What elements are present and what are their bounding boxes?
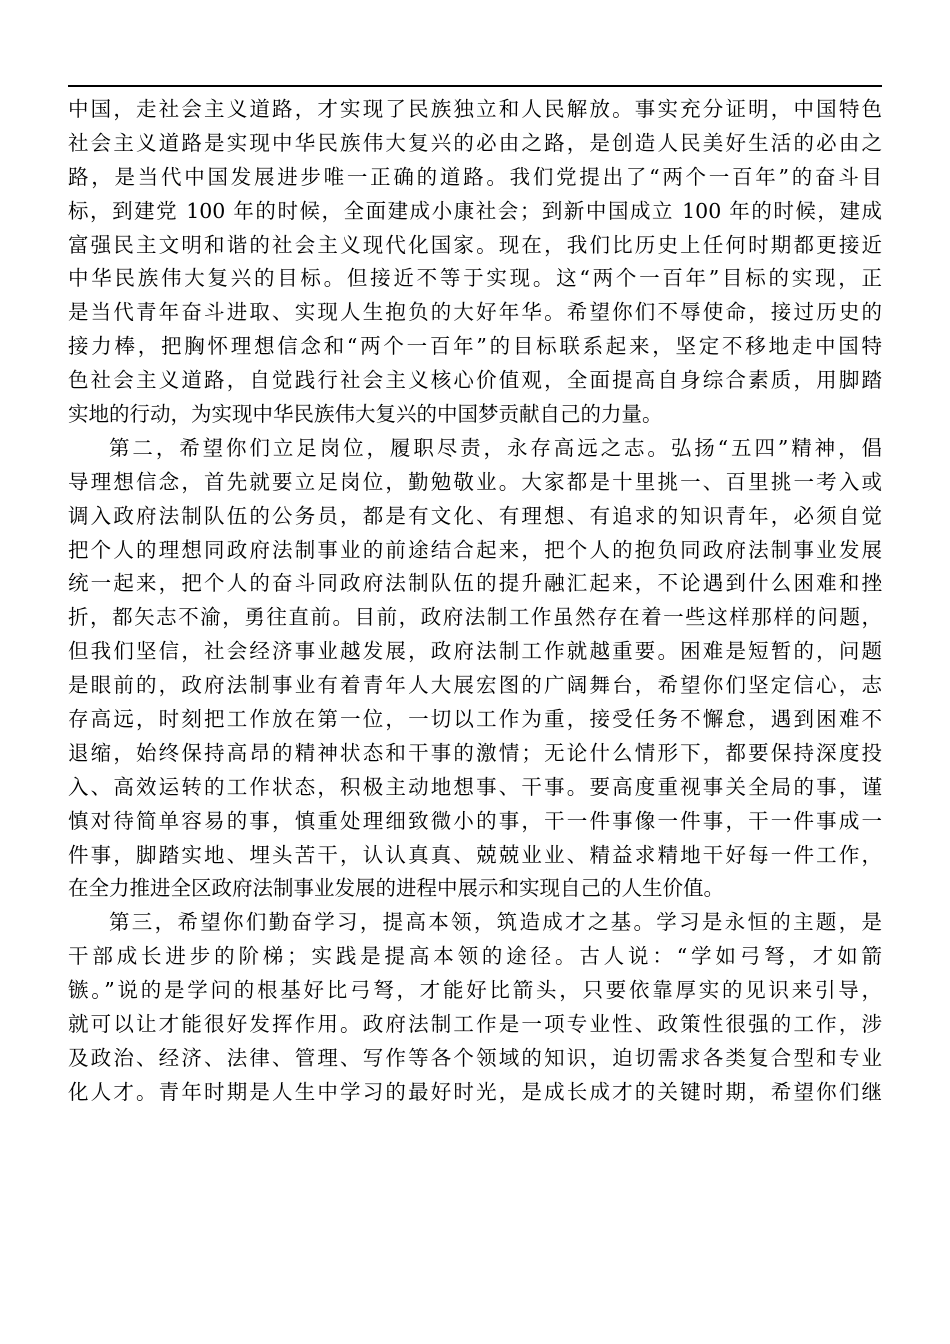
- text-line: 统一起来，把个人的奋斗同政府法制队伍的提升融汇起来，不论遇到什么困难和挫: [68, 571, 882, 596]
- document-body: [68, 93, 882, 1110]
- text-line: 接力棒，把胸怀理想信念和“两个一百年”的目标联系起来，坚定不移地走中国特: [68, 334, 882, 359]
- text-line: 镞。”说的是学问的根基好比弓弩，才能好比箭头，只要依靠厚实的见识来引导，: [68, 978, 882, 1003]
- text-line: 是当代青年奋斗进取、实现人生抱负的大好年华。希望你们不辱使命，接过历史的: [68, 300, 882, 325]
- text-line: 但我们坚信，社会经济事业越发展，政府法制工作就越重要。困难是短暂的，问题: [68, 639, 882, 664]
- text-line: 实地的行动，为实现中华民族伟大复兴的中国梦贡献自己的力量。: [68, 402, 663, 427]
- text-line: 入、高效运转的工作状态，积极主动地想事、干事。要高度重视事关全局的事，谨: [68, 774, 882, 799]
- text-line: 调入政府法制队伍的公务员，都是有文化、有理想、有追求的知识青年，必须自觉: [68, 503, 882, 528]
- text-line: 就可以让才能很好发挥作用。政府法制工作是一项专业性、政策性很强的工作，涉: [68, 1012, 882, 1037]
- text-line: 导理想信念，首先就要立足岗位，勤勉敬业。大家都是十里挑一、百里挑一考入或: [68, 469, 882, 494]
- text-line: 干部成长进步的阶梯；实践是提高本领的途径。古人说：“学如弓弩，才如箭: [68, 944, 882, 969]
- text-line: 标，到建党 100 年的时候，全面建成小康社会；到新中国成立 100 年的时候，建成: [68, 198, 882, 223]
- text-line: 及政治、经济、法律、管理、写作等各个领域的知识，迫切需求各类复合型和专业: [68, 1045, 882, 1070]
- text-line: 折，都矢志不渝，勇往直前。目前，政府法制工作虽然存在着一些这样那样的问题，: [68, 605, 882, 630]
- text-line: 富强民主文明和谐的社会主义现代化国家。现在，我们比历史上任何时期都更接近: [68, 232, 882, 257]
- paragraph: [68, 906, 882, 1109]
- paragraph: [68, 432, 882, 906]
- paragraph: [68, 93, 882, 432]
- text-line: 第二，希望你们立足岗位，履职尽责，永存高远之志。弘扬“五四”精神，倡: [109, 435, 882, 460]
- text-line: 化人才。青年时期是人生中学习的最好时光，是成长成才的关键时期，希望你们继: [68, 1079, 882, 1104]
- text-line: 社会主义道路是实现中华民族伟大复兴的必由之路，是创造人民美好生活的必由之: [68, 130, 882, 155]
- text-line: 中华民族伟大复兴的目标。但接近不等于实现。这“两个一百年”目标的实现，正: [68, 266, 882, 291]
- header-rule: [68, 85, 882, 87]
- text-line: 是眼前的，政府法制事业有着青年人大展宏图的广阔舞台，希望你们坚定信心，志: [68, 673, 882, 698]
- text-line: 路，是当代中国发展进步唯一正确的道路。我们党提出了“两个一百年”的奋斗目: [68, 164, 882, 189]
- text-line: 在全力推进全区政府法制事业发展的进程中展示和实现自己的人生价值。: [68, 876, 724, 901]
- text-line: 慎对待简单容易的事，慎重处理细致微小的事，干一件事像一件事，干一件事成一: [68, 808, 882, 833]
- text-line: 存高远，时刻把工作放在第一位，一切以工作为重，接受任务不懈怠，遇到困难不: [68, 707, 882, 732]
- text-line: 把个人的理想同政府法制事业的前途结合起来，把个人的抱负同政府法制事业发展: [68, 537, 882, 562]
- text-line: 色社会主义道路，自觉践行社会主义核心价值观，全面提高自身综合素质，用脚踏: [68, 368, 882, 393]
- text-line: 件事，脚踏实地、埋头苦干，认认真真、兢兢业业、精益求精地干好每一件工作，: [68, 842, 882, 867]
- text-line: 第三，希望你们勤奋学习，提高本领，筑造成才之基。学习是永恒的主题，是: [109, 910, 882, 935]
- text-line: 退缩，始终保持高昂的精神状态和干事的激情；无论什么情形下，都要保持深度投: [68, 740, 882, 765]
- text-line: 中国，走社会主义道路，才实现了民族独立和人民解放。事实充分证明，中国特色: [68, 97, 882, 121]
